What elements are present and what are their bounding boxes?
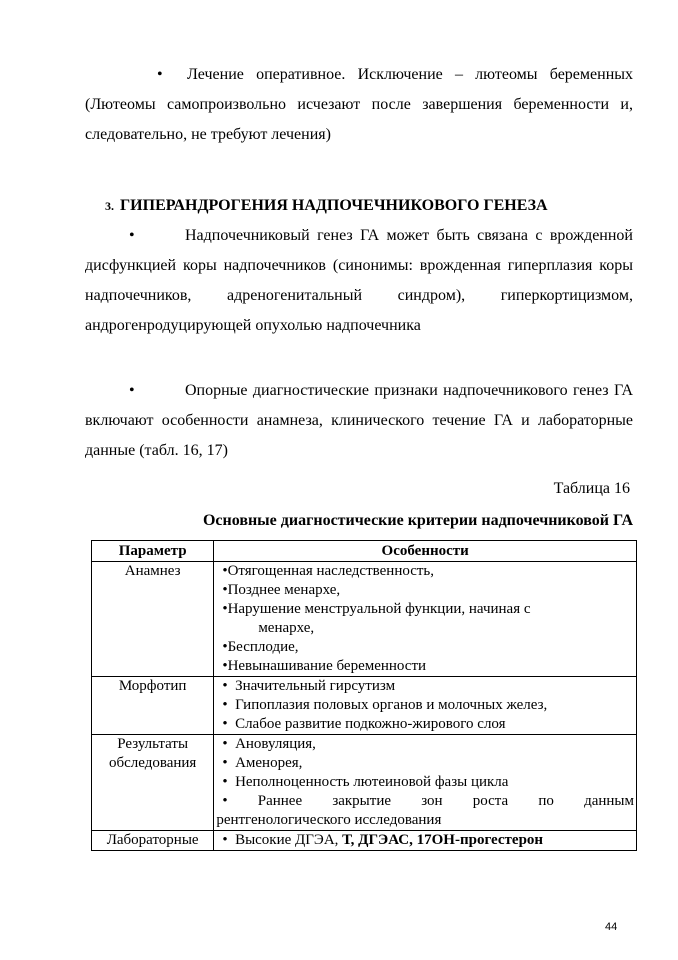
lab-text: • Высокие ДГЭА, <box>222 832 343 848</box>
param-cell: Результаты обследования <box>92 735 214 831</box>
section-number: 3. <box>105 199 114 213</box>
paragraph-text: Лечение оперативное. Исключение – лютеомы беременных (Лютеомы самопроизвольно исчезают после завершения беременности и, следовательно, не требуют лечения) <box>85 66 634 143</box>
param-cell: Морфотип <box>92 677 214 735</box>
features-cell <box>214 677 637 735</box>
table-header-row <box>92 541 637 562</box>
lab-text-bold: Т, ДГЭАС, 17ОН-прогестерон <box>342 832 544 848</box>
features-cell <box>214 735 637 831</box>
list-item: • Аменорея, <box>222 755 303 771</box>
list-item: •Невынашивание беременности <box>222 658 427 674</box>
paragraph-diagnostic-signs <box>85 376 633 466</box>
criteria-table <box>91 540 637 851</box>
table-title: Основные диагностические критерии надпочечниковой ГА <box>202 512 633 529</box>
section-heading <box>85 195 633 217</box>
table-row <box>92 677 637 735</box>
table-row <box>92 831 637 851</box>
page-number: 44 <box>605 921 618 933</box>
features-cell <box>214 831 637 851</box>
list-item: •Нарушение менструальной функции, начиная с <box>222 601 531 617</box>
table-row <box>92 562 637 677</box>
list-item <box>216 831 634 850</box>
list-item: •Бесплодие, <box>222 639 299 655</box>
features-cell <box>214 562 637 677</box>
list-item-continuation: менархе, <box>258 620 315 636</box>
table-number: Таблица 16 <box>553 480 630 497</box>
list-item: • Гипоплазия половых органов и молочных желез, <box>222 697 548 713</box>
bullet: • <box>129 382 135 399</box>
table-row <box>92 735 637 831</box>
param-cell: Анамнез <box>92 562 214 677</box>
bullet: • <box>157 66 163 83</box>
list-item: • Неполноценность лютеиновой фазы цикла <box>222 774 509 790</box>
header-features: Особенности <box>214 541 637 562</box>
paragraph-treatment <box>85 60 633 150</box>
paragraph-text: Надпочечниковый генез ГА может быть связана с врожденной дисфункцией коры надпочечников (синонимы: врожденная гиперплазия коры надпочечников, адреногенитальный синдром), гиперкортицизмом, андрогенродуцирующей опухолью надпочечника <box>85 227 633 334</box>
list-item: • Слабое развитие подкожно-жирового слоя <box>222 716 506 732</box>
list-item: • Ановуляция, <box>222 736 316 752</box>
bullet: • <box>129 227 135 244</box>
header-parameter: Параметр <box>92 541 214 562</box>
list-item: •Позднее менархе, <box>222 582 341 598</box>
list-item: • Раннее закрытие зон роста по данным <box>222 793 634 809</box>
list-item: • Значительный гирсутизм <box>222 678 396 694</box>
paragraph-adrenal-genesis <box>85 221 633 341</box>
paragraph-text: Опорные диагностические признаки надпочечникового генез ГА включают особенности анамнеза, клинического течение ГА и лабораторные данные (табл. 16, 17) <box>85 382 633 459</box>
param-cell: Лабораторные <box>92 831 214 851</box>
list-item: •Отягощенная наследственность, <box>222 563 435 579</box>
section-title: ГИПЕРАНДРОГЕНИЯ НАДПОЧЕЧНИКОВОГО ГЕНЕЗА <box>120 197 548 214</box>
list-item-continuation: рентгенологического исследования <box>216 812 442 828</box>
